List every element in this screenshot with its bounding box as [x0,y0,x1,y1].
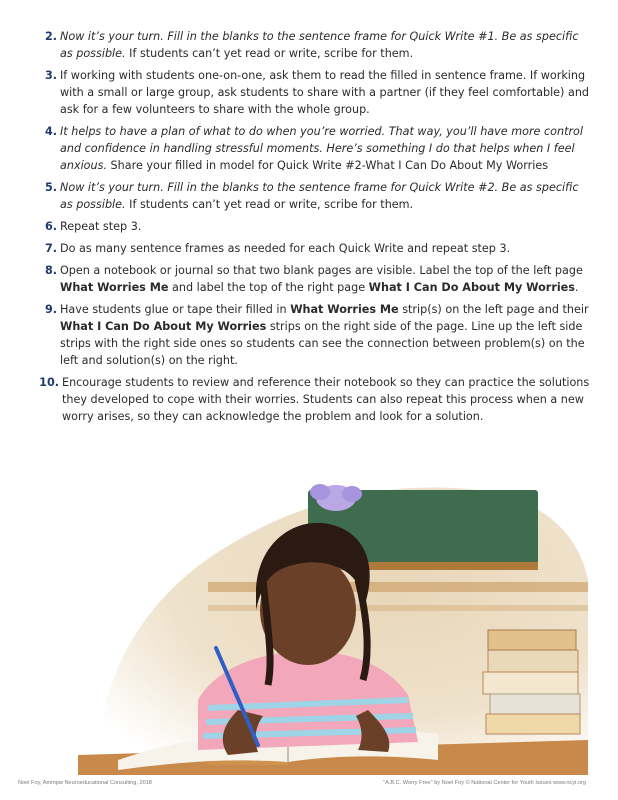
footer-credit-left: Noel Foy, Ammpw Neuroeducational Consulting, 2018 [18,780,152,786]
step-text: Repeat step 3. [60,220,142,233]
step-text: . [574,281,579,294]
step-number: 4. [44,125,57,138]
step-number: 7. [44,242,57,255]
step-text: strip(s) on the left page and their [398,303,589,316]
step-italic-text: Now it’s your turn. Fill in the blanks to the sentence frame for Quick Write #1. Be as specific as possible. [60,30,579,60]
step-item [40,28,592,62]
step-item [40,240,592,257]
step-text: Have students glue or tape their filled in [60,303,291,316]
step-text: Do as many sentence frames as needed for each Quick Write and repeat step 3. [60,242,511,255]
step-number: 10. [39,376,59,389]
step-item [40,301,592,369]
footer-credit-right: "A.B.C. Worry Free" by Noel Foy © National Center for Youth Issues www.ncyi.org [383,780,586,786]
step-item [40,123,592,174]
step-number: 5. [44,181,57,194]
step-number: 9. [44,303,57,316]
step-item [40,218,592,235]
step-bold-text: What Worries Me [60,281,169,294]
step-item [40,179,592,213]
step-text: If students can’t yet read or write, scribe for them. [125,47,414,60]
step-text: strips on the right side of the page. Line up the left side strips with the right side ones so students can see the connection between problem(s) on the left and solution(s) on the right. [60,320,585,367]
step-number: 6. [44,220,57,233]
step-text: Share your filled in model for Quick Write #2-What I Can Do About My Worries [107,159,549,172]
step-text: Encourage students to review and reference their notebook so they can practice the solutions they developed to cope with their worries. Students can also repeat this process when a new worry arises, so they can acknowledge the problem and look for a solution. [62,376,590,423]
step-number: 2. [44,30,57,43]
step-italic-text: Now it’s your turn. Fill in the blanks to the sentence frame for Quick Write #2. Be as specific as possible. [60,181,579,211]
step-text: Open a notebook or journal so that two blank pages are visible. Label the top of the left page [60,264,583,277]
step-text: If working with students one-on-one, ask them to read the filled in sentence frame. If working with a small or large group, ask students to share with a partner (if they feel comfortable) and ask for a few volunteers to share with the whole group. [60,69,590,116]
step-item [40,262,592,296]
step-bold-text: What Worries Me [290,303,399,316]
step-item [40,374,592,425]
step-bold-text: What I Can Do About My Worries [60,320,267,333]
step-italic-text: It helps to have a plan of what to do when you’re worried. That way, you’ll have more control and confidence in handling stressful moments. Here’s something I do that helps when I feel anxious. [60,125,584,172]
step-text: If students can’t yet read or write, scribe for them. [125,198,414,211]
step-item [40,67,592,118]
step-text: and label the top of the right page [168,281,369,294]
step-number: 8. [44,264,57,277]
girl-writing-illustration [58,470,588,775]
instruction-steps [40,28,592,430]
step-number: 3. [44,69,57,82]
step-bold-text: What I Can Do About My Worries [368,281,575,294]
